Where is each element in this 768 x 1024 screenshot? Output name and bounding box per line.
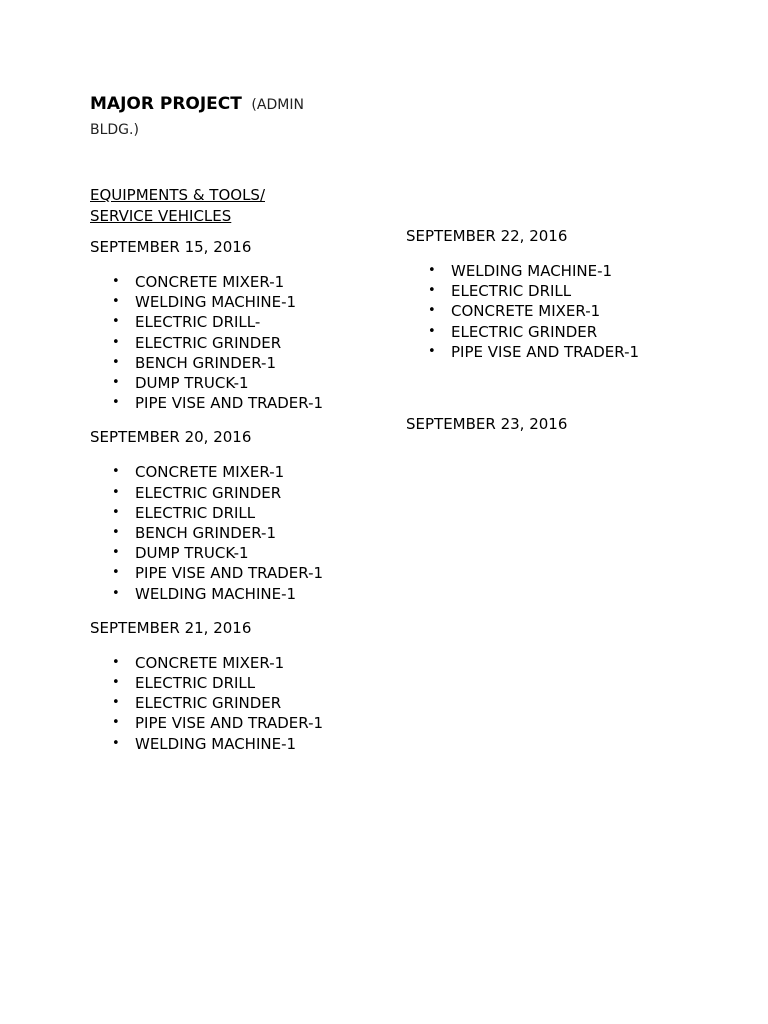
entry-september-21 [90,618,410,754]
item-label: CONCRETE MIXER-1 [135,273,285,291]
entry-september-23 [406,414,726,434]
item-label: WELDING MACHINE-1 [135,734,297,753]
item-label: DUMP TRUCK-1 [135,544,249,563]
item-label: WELDING MACHINE-1 [451,262,613,280]
right-column [406,226,726,434]
section-heading [90,185,410,227]
list-item [90,713,410,733]
bullet-icon: • [112,464,120,480]
item-list [90,272,410,413]
item-list [90,653,410,754]
list-item [90,543,410,563]
bullet-icon: • [112,525,120,541]
list-item [90,653,410,673]
list-item [90,734,410,754]
list-item [90,503,410,523]
list-item [90,523,410,543]
item-label: CONCRETE MIXER-1 [135,463,285,482]
entry-september-22 [406,226,726,362]
section-heading-line2: SERVICE VEHICLES [90,207,232,225]
left-column [90,185,410,768]
bullet-icon: • [112,565,120,581]
item-label: ELECTRIC GRINDER [135,333,282,352]
date-heading: SEPTEMBER 22, 2016 [406,227,568,245]
list-item [90,373,410,393]
bullet-icon: • [112,314,120,330]
item-label: ELECTRIC DRILL [135,503,256,522]
list-item [90,312,410,332]
item-list [406,261,726,362]
title-sub-line1: (ADMIN [251,97,304,113]
spacer [406,376,726,414]
entry-september-20 [90,427,410,603]
item-label: ELECTRIC DRILL [451,282,572,301]
bullet-icon: • [112,334,120,350]
list-item [90,353,410,373]
item-label: CONCRETE MIXER-1 [135,653,285,672]
bullet-icon: • [112,354,120,370]
list-item [90,563,410,583]
list-item [406,281,726,301]
item-label: ELECTRIC GRINDER [451,322,598,341]
bullet-icon: • [112,294,120,310]
item-label: PIPE VISE AND TRADER-1 [451,342,640,361]
item-label: ELECTRIC DRILL [135,674,256,693]
date-heading: SEPTEMBER 23, 2016 [406,415,568,434]
list-item [90,693,410,713]
bullet-icon: • [112,695,120,711]
date-heading: SEPTEMBER 21, 2016 [90,618,252,637]
entry-september-15 [90,237,410,413]
bullet-icon: • [112,675,120,691]
item-label: PIPE VISE AND TRADER-1 [135,714,324,733]
item-label: DUMP TRUCK-1 [135,374,249,393]
item-list [90,462,410,603]
list-item [90,292,410,312]
list-item [406,261,726,281]
list-item [406,342,726,362]
list-item [406,322,726,342]
item-label: CONCRETE MIXER-1 [451,302,601,321]
item-label: BENCH GRINDER-1 [135,353,276,372]
item-label: PIPE VISE AND TRADER-1 [135,564,324,583]
list-item [90,584,410,604]
list-item [90,333,410,353]
item-label: BENCH GRINDER-1 [135,524,276,543]
item-label: PIPE VISE AND TRADER-1 [135,394,324,413]
bullet-icon: • [112,484,120,500]
item-label: WELDING MACHINE-1 [135,584,297,603]
date-heading: SEPTEMBER 20, 2016 [90,428,252,447]
item-label: ELECTRIC GRINDER [135,483,282,502]
bullet-icon: • [112,395,120,411]
title-sub-line2: BLDG.) [90,122,139,138]
bullet-icon: • [112,715,120,731]
bullet-icon: • [428,283,436,299]
bullet-icon: • [428,343,436,359]
bullet-icon: • [112,585,120,601]
document-title [90,92,330,142]
list-item [90,393,410,413]
list-item [90,483,410,503]
bullet-icon: • [112,375,120,391]
item-label: WELDING MACHINE-1 [135,293,297,312]
list-item [90,462,410,482]
list-item [90,673,410,693]
item-label: ELECTRIC DRILL- [135,313,261,332]
bullet-icon: • [112,545,120,561]
item-label: ELECTRIC GRINDER [135,694,282,713]
bullet-icon: • [112,274,120,289]
bullet-icon: • [428,263,436,278]
date-heading: SEPTEMBER 15, 2016 [90,238,252,256]
title-main: MAJOR PROJECT [90,94,242,114]
bullet-icon: • [112,654,120,670]
list-item [90,272,410,292]
bullet-icon: • [428,323,436,339]
bullet-icon: • [428,303,436,319]
section-heading-line1: EQUIPMENTS & TOOLS/ [90,186,265,204]
bullet-icon: • [112,735,120,751]
list-item [406,301,726,321]
bullet-icon: • [112,504,120,520]
